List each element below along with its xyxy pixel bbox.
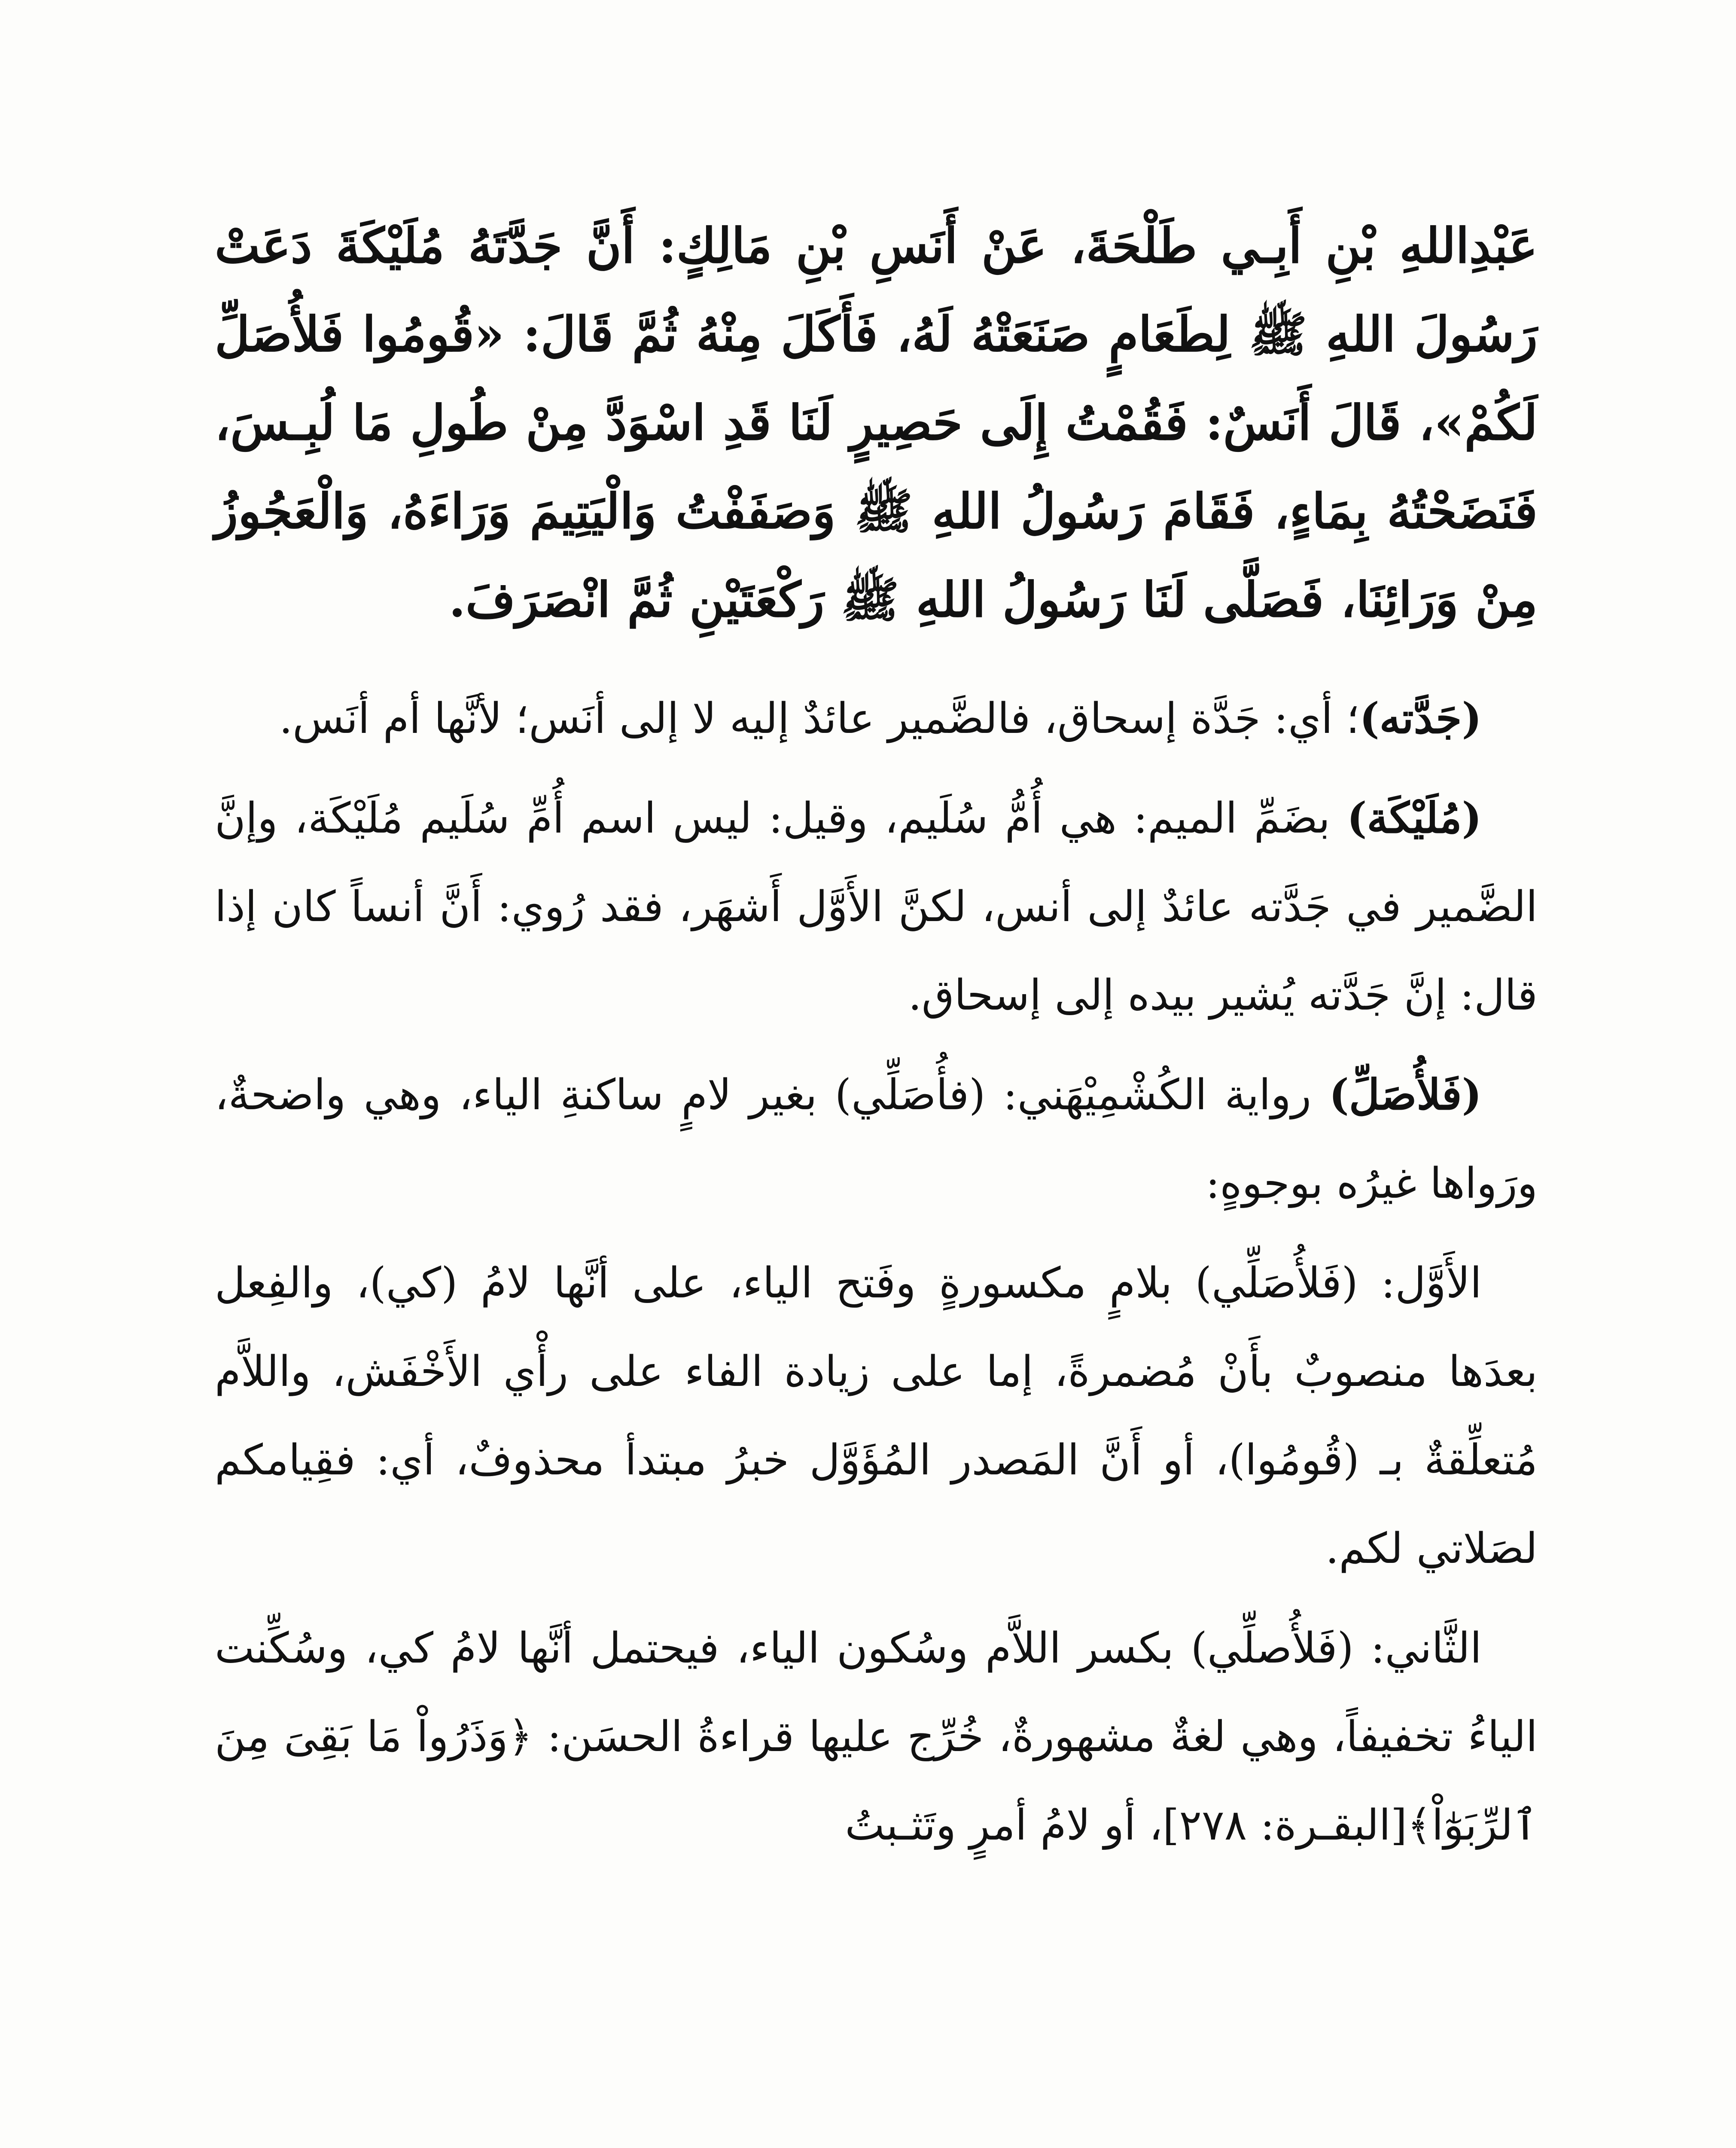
commentary-term: (فَلأُصَلِّ) [1329, 1070, 1482, 1120]
commentary [215, 674, 1538, 1870]
commentary-text: بضَمِّ الميم: هي أُمُّ سُلَيم، وقيل: ليس اسم أُمِّ سُلَيم مُلَيْكَة، وإنَّ الضَّمير في جَدَّته عائدٌ إلى أنس، لكنَّ الأَوَّل أَشهَر، فقد رُوي: أَنَّ أنساً كان إذا قال: إنَّ جَدَّته يُشير بيده إلى إسحاق. [215, 794, 1538, 1020]
commentary-text: الثَّاني: (فَلأُصلِّي) بكسر اللاَّم وسُكون الياء، فيحتمل أنَّها لامُ كي، وسُكِّنت الياءُ تخفيفاً، وهي لغةٌ مشهورةٌ، خُرِّج عليها قراءةُ الحسَن: ﴿وَذَرُواْ مَا بَقِىَ مِنَ ٱلرِّبَوٰٓاْ﴾[البقـرة: ٢٧٨]، أو لامُ أمرٍ وتَثـبتُ [215, 1624, 1538, 1850]
commentary-paragraph-4 [215, 1239, 1538, 1593]
commentary-paragraph-3 [215, 1051, 1538, 1228]
commentary-text: رواية الكُشْمِيْهَني: (فأُصَلِّي) بغير لامٍ ساكنةِ الياء، وهي واضحةٌ، ورَواها غيرُه بوجوهٍ: [215, 1071, 1538, 1208]
page-text [215, 202, 1538, 1881]
commentary-paragraph-2 [215, 774, 1538, 1040]
hadith-text: عَبْدِاللهِ بْنِ أَبِـي طَلْحَةَ، عَنْ أَنَسِ بْنِ مَالِكٍ: أَنَّ جَدَّتَهُ مُلَيْكَةَ دَعَتْ رَسُولَ اللهِ ﷺ لِطَعَامٍ صَنَعَتْهُ لَهُ، فَأَكَلَ مِنْهُ ثُمَّ قَالَ: «قُومُوا فَلأُصَلِّ لَكُمْ»، قَالَ أَنَسٌ: فَقُمْتُ إِلَى حَصِيرٍ لَنَا قَدِ اسْوَدَّ مِنْ طُولِ مَا لُبِـسَ، فَنَضَحْتُهُ بِمَاءٍ، فَقَامَ رَسُولُ اللهِ ﷺ وَصَفَفْتُ وَالْيَتِيمَ وَرَاءَهُ، وَالْعَجُوزُ مِنْ وَرَائِنَا، فَصَلَّى لَنَا رَسُولُ اللهِ ﷺ رَكْعَتَيْنِ ثُمَّ انْصَرَفَ. [215, 218, 1538, 628]
commentary-paragraph-5 [215, 1604, 1538, 1870]
commentary-text: ؛ أي: جَدَّة إسحاق، فالضَّمير عائدٌ إليه لا إلى أنَس؛ لأنَّها أم أنَس. [279, 694, 1360, 743]
commentary-text: الأَوَّل: (فَلأُصَلِّي) بلامٍ مكسورةٍ وفَتح الياء، على أنَّها لامُ (كي)، والفِعل بعدَها منصوبٌ بأَنْ مُضمرةً، إما على زيادة الفاء على رأْي الأَخْفَش، واللاَّم مُتعلِّقةٌ بـ (قُومُوا)، أو أَنَّ المَصدر المُؤَوَّل خبرُ مبتدأ محذوفٌ، أي: فقِيامكم لصَلاتي لكم. [215, 1259, 1538, 1573]
commentary-term: (مُلَيْكَة) [1347, 793, 1482, 843]
commentary-term: (جَدَّته) [1359, 694, 1482, 743]
commentary-paragraph-1 [215, 674, 1538, 763]
